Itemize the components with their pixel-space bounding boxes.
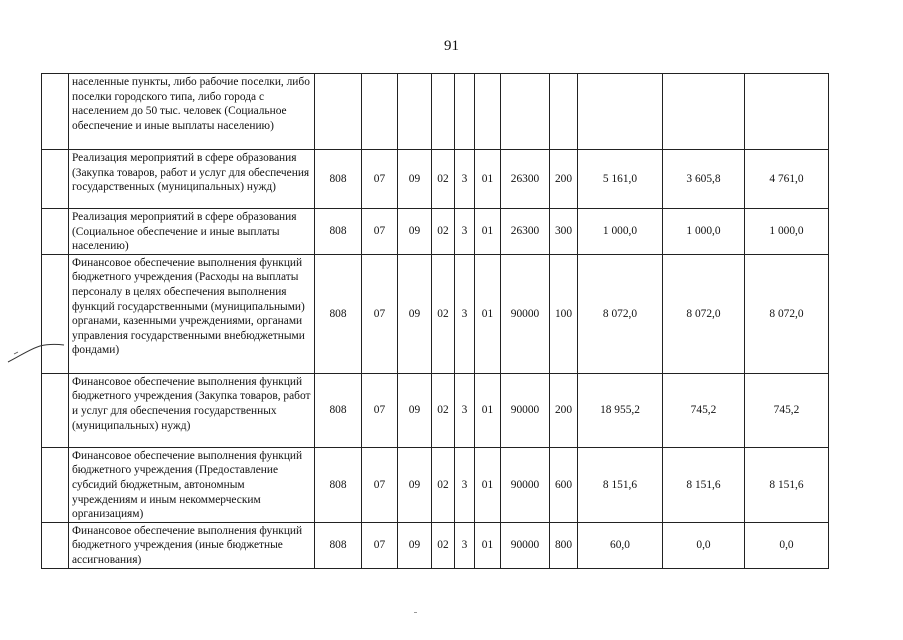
description-cell: Реализация мероприятий в сфере образования (Социальное обеспечение и иные выплаты населению): [69, 209, 315, 255]
expense-type-cell: 800: [550, 522, 578, 568]
amount-year2-cell: 8 151,6: [663, 447, 745, 522]
direction-code-cell: 90000: [501, 447, 550, 522]
amount-year2-cell: 0,0: [663, 522, 745, 568]
row-number-cell: [42, 209, 69, 255]
main-event-cell: 01: [475, 522, 501, 568]
direction-code-cell: 26300: [501, 209, 550, 255]
ministry-code-cell: 808: [315, 209, 362, 255]
amount-year2-cell: 1 000,0: [663, 209, 745, 255]
subsection-code-cell: 09: [398, 373, 432, 447]
table-row: [42, 209, 829, 255]
table-row: [42, 74, 829, 150]
amount-year1-cell: 60,0: [578, 522, 663, 568]
main-event-cell: 01: [475, 254, 501, 373]
amount-year2-cell: 8 072,0: [663, 254, 745, 373]
amount-year3-cell: 8 072,0: [745, 254, 829, 373]
program-code-cell: 02: [432, 447, 455, 522]
description-cell: Финансовое обеспечение выполнения функций бюджетного учреждения (Расходы на выплаты персоналу в целях обеспечения выполнения функций государственными (муниципальными) органами, казенными учреждениями, органами управления государственными внебюджетными фондами): [69, 254, 315, 373]
subsection-code-cell: 09: [398, 522, 432, 568]
main-event-cell: 01: [475, 373, 501, 447]
subprogram-type-cell: 3: [455, 150, 475, 209]
subsection-code-cell: 09: [398, 150, 432, 209]
direction-code-cell: 90000: [501, 373, 550, 447]
description-cell: населенные пункты, либо рабочие поселки, либо поселки городского типа, либо города с населением до 50 тыс. человек (Социальное обеспечение и иные выплаты населению): [69, 74, 315, 150]
margin-pen-mark: [6, 332, 66, 366]
table-row: [42, 150, 829, 209]
amount-year1-cell: 5 161,0: [578, 150, 663, 209]
description-cell: Реализация мероприятий в сфере образования (Закупка товаров, работ и услуг для обеспечения государственных (муниципальных) нужд): [69, 150, 315, 209]
amount-year2-cell: 745,2: [663, 373, 745, 447]
section-code-cell: 07: [362, 254, 398, 373]
expense-type-cell: 300: [550, 209, 578, 255]
direction-code-cell: [501, 74, 550, 150]
amount-year1-cell: 8 072,0: [578, 254, 663, 373]
row-number-cell: [42, 74, 69, 150]
table-row: [42, 522, 829, 568]
expense-type-cell: 600: [550, 447, 578, 522]
amount-year1-cell: [578, 74, 663, 150]
expense-type-cell: 100: [550, 254, 578, 373]
description-cell: Финансовое обеспечение выполнения функций бюджетного учреждения (иные бюджетные ассигнования): [69, 522, 315, 568]
program-code-cell: [432, 74, 455, 150]
subprogram-type-cell: 3: [455, 209, 475, 255]
subprogram-type-cell: 3: [455, 447, 475, 522]
scan-speck: [414, 612, 417, 613]
subsection-code-cell: 09: [398, 209, 432, 255]
direction-code-cell: 90000: [501, 522, 550, 568]
section-code-cell: 07: [362, 150, 398, 209]
ministry-code-cell: 808: [315, 150, 362, 209]
amount-year1-cell: 1 000,0: [578, 209, 663, 255]
subsection-code-cell: [398, 74, 432, 150]
ministry-code-cell: [315, 74, 362, 150]
amount-year1-cell: 18 955,2: [578, 373, 663, 447]
ministry-code-cell: 808: [315, 522, 362, 568]
program-code-cell: 02: [432, 522, 455, 568]
subprogram-type-cell: [455, 74, 475, 150]
description-cell: Финансовое обеспечение выполнения функций бюджетного учреждения (Закупка товаров, работ и услуг для обеспечения государственных (муниципальных) нужд): [69, 373, 315, 447]
direction-code-cell: 26300: [501, 150, 550, 209]
program-code-cell: 02: [432, 150, 455, 209]
section-code-cell: [362, 74, 398, 150]
subsection-code-cell: 09: [398, 447, 432, 522]
main-event-cell: [475, 74, 501, 150]
expense-type-cell: 200: [550, 373, 578, 447]
ministry-code-cell: 808: [315, 447, 362, 522]
description-cell: Финансовое обеспечение выполнения функций бюджетного учреждения (Предоставление субсидий бюджетным, автономным учреждениям и иным некоммерческим организациям): [69, 447, 315, 522]
section-code-cell: 07: [362, 447, 398, 522]
amount-year2-cell: [663, 74, 745, 150]
subprogram-type-cell: 3: [455, 254, 475, 373]
ministry-code-cell: 808: [315, 254, 362, 373]
subsection-code-cell: 09: [398, 254, 432, 373]
table-row: [42, 447, 829, 522]
budget-table: [41, 73, 829, 569]
ministry-code-cell: 808: [315, 373, 362, 447]
amount-year3-cell: 0,0: [745, 522, 829, 568]
row-number-cell: [42, 373, 69, 447]
row-number-cell: [42, 150, 69, 209]
program-code-cell: 02: [432, 254, 455, 373]
subprogram-type-cell: 3: [455, 522, 475, 568]
amount-year3-cell: [745, 74, 829, 150]
amount-year3-cell: 1 000,0: [745, 209, 829, 255]
amount-year3-cell: 745,2: [745, 373, 829, 447]
program-code-cell: 02: [432, 373, 455, 447]
main-event-cell: 01: [475, 150, 501, 209]
amount-year1-cell: 8 151,6: [578, 447, 663, 522]
expense-type-cell: [550, 74, 578, 150]
main-event-cell: 01: [475, 209, 501, 255]
program-code-cell: 02: [432, 209, 455, 255]
table-row: [42, 373, 829, 447]
main-event-cell: 01: [475, 447, 501, 522]
table-row: [42, 254, 829, 373]
section-code-cell: 07: [362, 522, 398, 568]
amount-year3-cell: 8 151,6: [745, 447, 829, 522]
row-number-cell: [42, 522, 69, 568]
expense-type-cell: 200: [550, 150, 578, 209]
section-code-cell: 07: [362, 373, 398, 447]
amount-year2-cell: 3 605,8: [663, 150, 745, 209]
section-code-cell: 07: [362, 209, 398, 255]
subprogram-type-cell: 3: [455, 373, 475, 447]
direction-code-cell: 90000: [501, 254, 550, 373]
row-number-cell: [42, 447, 69, 522]
amount-year3-cell: 4 761,0: [745, 150, 829, 209]
page-number: 91: [444, 38, 459, 54]
